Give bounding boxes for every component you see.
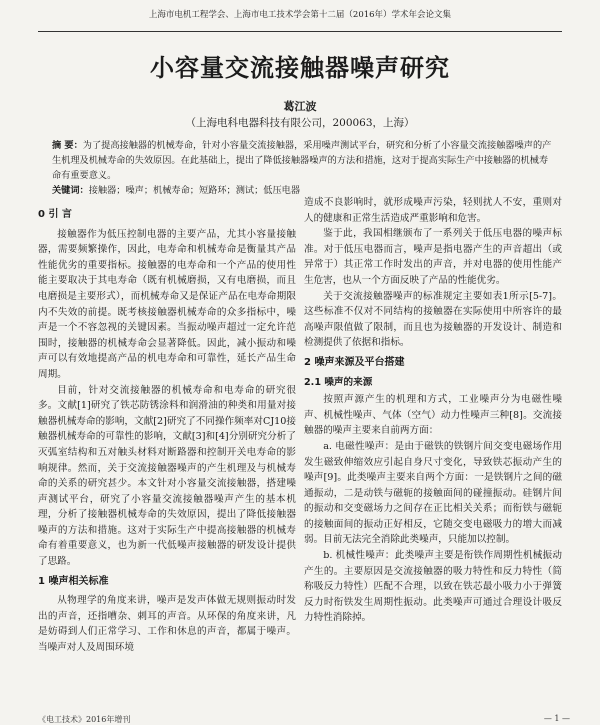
right-column <box>304 195 562 626</box>
abstract-block <box>52 138 552 198</box>
paragraph: 造成不良影响时，就形成噪声污染，轻则扰人不安，重则对人的健康和正常生活造成严重影响和危害。 <box>304 197 562 224</box>
paragraph: b. 机械性噪声：此类噪声主要是衔铁作周期性机械振动产生的。主要原因是交流接触器的吸力特性和反力特性（简称吸反力特性）匹配不合理，以致在铁芯最小吸力小于弹簧反力时衔铁发生周期性振动。此类噪声可通过合理设计吸反力特性消除掉。 <box>304 550 562 624</box>
page-number: — 1 — <box>543 714 570 723</box>
paper-title: 小容量交流接触器噪声研究 <box>150 54 450 82</box>
subsection-heading: 2.1 噪声的来源 <box>304 376 373 388</box>
paragraph: 关于交流接触器噪声的标准规定主要如表1所示[5-7]。这些标准不仅对不同结构的接触器在实际使用中所容许的最高噪声限值做了限制，而且也为接触器的开发设计、制造和检测提供了依据和指标。 <box>304 290 562 349</box>
paragraph: 目前，针对交流接触器的机械寿命和电寿命的研究很多。文献[1]研究了铁芯防锈涂料和润滑油的种类和用量对接触器机械寿命的影响，文献[2]研究了不同操作频率对CJ10接触器机械寿命的可靠性的影响，文献[3]和[4]分别研究分析了灭弧室结构和五对触头材料对断路器和控制开关电寿命的影响规律。然而，关于交流接触器噪声的产生机理及与机械寿命的关系的研究甚少。本文针对小容量交流接触器，搭建噪声测试平台，研究了小容量交流接触器噪声产生的基本机理，分析了接触器机械寿命的失效原因，提出了降低接触器噪声的方法和措施。这对于实际生产中提高接触器的机械寿命有着重要意义，也为新一代低噪声接触器的研发设计提供了思路。 <box>38 384 296 568</box>
footer-journal: 《电工技术》2016年增刊 <box>38 715 131 724</box>
keywords-text: 接触器；噪声；机械寿命；短路环；测试；低压电器 <box>88 185 301 196</box>
section-heading-noise-source: 2 噪声来源及平台搭建 <box>304 356 405 368</box>
section-heading-intro: 0 引 言 <box>38 209 72 220</box>
running-header: 上海市电机工程学会、上海市电工技术学会第十二届（2016年）学术年会论文集 <box>148 10 452 20</box>
paragraph: a. 电磁性噪声：是由于磁铁的铁钢片间交变电磁场作用发生磁致伸缩效应引起自身尺寸变化，导致铁芯振动产生的噪声[9]。此类噪声主要来自两个方面：一是铁钢片之间的磁通振动，二是动铁与磁轭的接触面间的碰撞振动。硅钢片间的振动和交变磁场力之间存在正比相关关系；而衔铁与磁轭的接触面间的振动正好相反，它随交变电磁吸力的增大而减弱。目前无法完全消除此类噪声，只能加以控制。 <box>304 440 562 546</box>
abstract <box>52 138 552 183</box>
keywords-label: 关键词： <box>52 185 89 196</box>
section-heading-standards: 1 噪声相关标准 <box>38 575 109 587</box>
paragraph: 接触器作为低压控制电器的主要产品，尤其小容量接触器，需要频繁操作，因此，电寿命和机械寿命是衡量其产品性能优劣的重要指标。接触器的电寿命和一个产品的使用性能主要取决于其电寿命（既有机械磨损，又有电磨损，而且电磨损是主要形式），而机械寿命又是保证产品在电寿命期限内不失效的前提。既考核接触器机械寿命的众多指标中，噪声是一个不容忽视的关键因素。当振动噪声超过一定允许范围时，接触器的机械寿命会显著降低。因此，减小振动和噪声可以有效地提高产品的机电寿命和可靠性，延长产品生命周期。 <box>38 228 296 380</box>
author: 葛江波 <box>283 100 317 113</box>
left-column <box>38 203 296 656</box>
abstract-label: 摘 要： <box>52 140 83 151</box>
affiliation: （上海电科电器科技有限公司，200063，上海） <box>185 117 415 129</box>
paragraph: 鉴于此，我国相继颁布了一系列关于低压电器的噪声标准。对于低压电器而言，噪声是指电器产生的声音超出（或异常于）其正常工作时发出的声音，并对电器的使用性能产生危害，也从一个方面反映了产品的性能优劣。 <box>304 228 562 286</box>
paragraph: 从物理学的角度来讲，噪声是发声体做无规则振动时发出的声音，还指嘈杂、刺耳的声音。从环保的角度来讲，凡是妨碍到人们正常学习、工作和休息的声音，都属于噪声。当噪声对人及周围环境 <box>38 595 296 654</box>
paragraph: 按照声源产生的机理和方式，工业噪声分为电磁性噪声、机械性噪声、气体（空气）动力性噪声三种[8]。交流接触器的噪声主要来自前两方面： <box>304 394 562 437</box>
abstract-text: 为了提高接触器的机械寿命，针对小容量交流接触器，采用噪声测试平台，研究和分析了小容量交流接触器噪声的产生机理及机械寿命的失效原因。在此基础上，提出了降低接触器噪声的方法和措施，这对于提高实际生产中接触器的机械寿命有重要意义。 <box>52 140 552 181</box>
header-rule <box>38 31 562 32</box>
